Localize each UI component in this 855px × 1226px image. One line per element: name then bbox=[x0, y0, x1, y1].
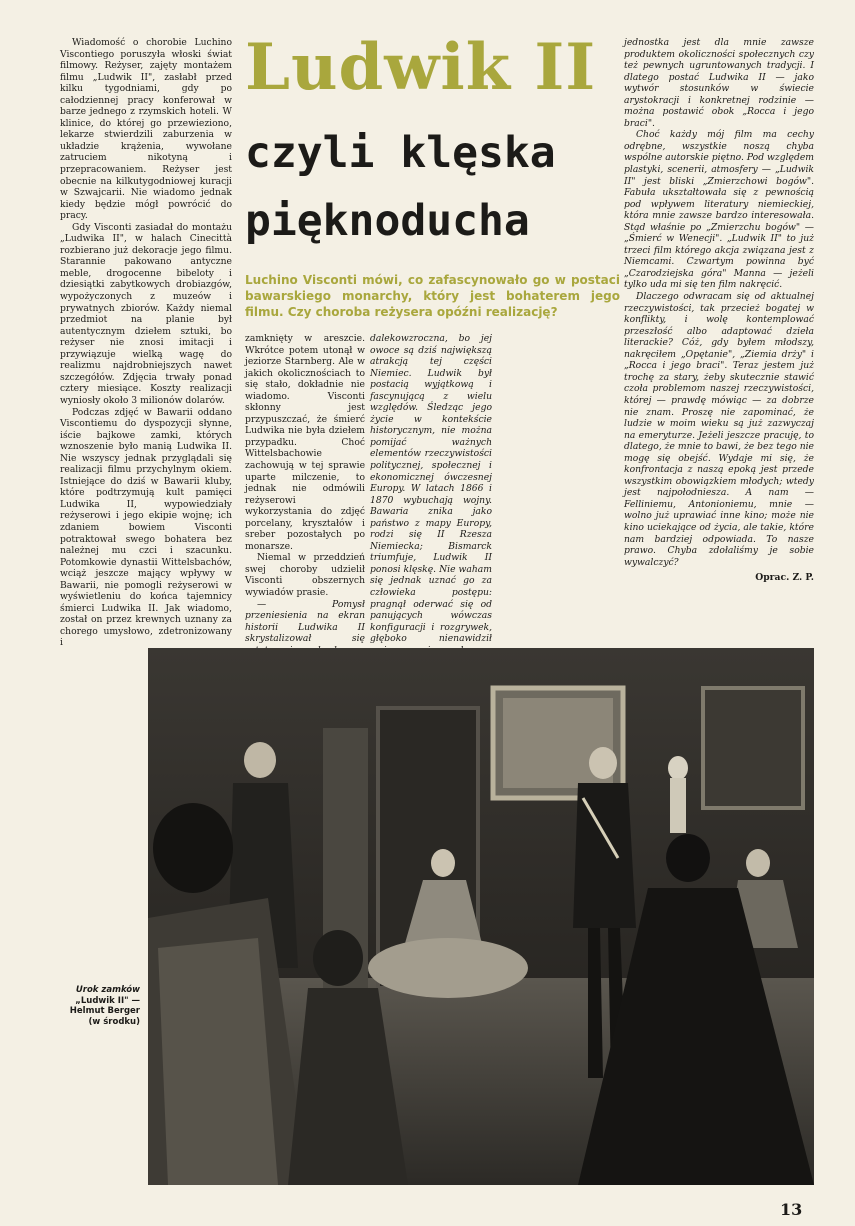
headline-line2: czyli klęska bbox=[245, 128, 556, 178]
paragraph: — Pomysł przeniesienia na ekran historii Ludwika II skrystalizował się bbox=[245, 598, 365, 645]
film-still-image bbox=[148, 648, 814, 1185]
paragraph: dalekowzroczna, bo jej owoce są dziś największą atrakcją tej części Niemiec. Ludwik był postacią wyjątkową i fascynującą z wielu względów. Śledząc jego życie w kontekście historycznym, nie można pomijać ważnych elementów rzeczywistości politycznej, społecznej i ekonomicznej ówczesnej Europy. W latach 1866 i 1870 wybuchają wojny. Bawaria znika jako państwo z mapy Europy, rodzi się II Rzesza Niemiecka; Bismarck triumfuje, Ludwik II ponosi klęskę. Nie waham się jednak uznać go za człowieka postępu: pragnął oderwać się od panujących wówczas konfiguracji i rozgrywek, głęboko nienawidził bbox=[370, 333, 492, 645]
photo-caption bbox=[40, 985, 140, 1027]
paragraph: Podczas zdjęć w Bawarii oddano Viscontiemu do dyspozycji słynne, iście bajkowe zamki, których wznoszenie było manią Ludwika II. Nie wszyscy jednak przyglądali się realizacji filmu przychylnym okiem. Istniejące do dziś w Bawarii kluby, które podtrzymują kult pamięci Ludwika II, wypowiedziały reżyserowi i jego ekipie wojnę; ich zdaniem bowiem Visconti potraktował swego bohatera bez należnej mu czci i szacunku. Potomkowie dynastii Wittelsbachów, wciąż jeszcze mający wpływy w Bawarii, nie pomogli reżyserowi w wyświetleniu do końca tajemnicy śmierci Ludwika II. Jak wiadomo, został on przez krewnych uznany za chorego umysłowo, zdetronizowany i bbox=[60, 406, 232, 649]
caption-line: (w środku) bbox=[88, 1016, 140, 1027]
headline-line3: pięknoducha bbox=[245, 196, 530, 246]
caption-line: „Ludwik II" — bbox=[75, 995, 140, 1006]
paragraph: Choć każdy mój film ma cechy odrębne, wszystkie noszą chyba wspólne autorskie piętno. Pod względem plastyki, scenerii, atmosfery — „Ludwik II" jest bliski „Zmierzchowi bogów". Fabuła ukształtowała się z pewnością pod wpływem literatury niemieckiej, która mnie zawsze bardzo interesowała. Stąd właśnie po „Zmierzchu bogów" — „Śmierć w Wenecji". „Ludwik II" to już trzeci film którego akcja związana jest z Niemcami. Czwartym powinna być „Czarodziejska góra" Manna — jeżeli tylko uda mi się ten film nakręcić. bbox=[624, 129, 815, 291]
paragraph: Gdy Visconti zasiadał do montażu „Ludwika II", w halach Cinecittà rozbierano już dekoracje jego filmu. Starannie pakowano antyczne meble, drogocenne bibeloty i dziesiątki zabytkowych drobiazgów, wypożyczonych z muzeów i prywatnych zbiorów. Każdy niemal przedmiot na planie był autentycznym dziełem sztuki, bo reżyser nie znosi imitacji i przywiązuje wielką wagę do realizmu najdrobniejszych nawet szczegółów. Zdjęcia trwały ponad cztery miesiące. Koszty realizacji wyniosły około 3 milionów dolarów. bbox=[60, 221, 232, 406]
headline-line1: Ludwik II bbox=[245, 30, 597, 105]
caption-line: Helmut Berger bbox=[69, 1006, 140, 1016]
paragraph: zamknięty w areszcie. Wkrótce potem utonął w jeziorze Starnberg. Ale w jakich okolicznościach to się stało, dokładnie nie wiadomo. Visconti skłonny jest przypuszczać, że śmierć Ludwika nie była dziełem przypadku. Choć Wittelsbachowie zachowują w tej sprawie uparte milczenie, to jednak nie odmówili reżyserowi wykorzystania do zdjęć porcelany, kryształów i sreber pozostałych po monarsze. bbox=[245, 333, 365, 552]
lead-paragraph: Luchino Visconti mówi, co zafascynowało go w postaci bawarskiego monarchy, który jest bohaterem jego filmu. Czy choroba reżysera opóźni realizację? bbox=[245, 273, 620, 319]
paragraph: Niemal w przeddzień swej choroby udzielił Visconti obszernych wywiadów prasie. bbox=[245, 552, 365, 599]
caption-title: Urok zamków bbox=[75, 985, 140, 995]
paragraph: Wiadomość o chorobie Luchino Viscontiego poruszyła włoski świat filmowy. Reżyser, zajęty montażem filmu „Ludwik II", zasłabł przed kilku tygodniami, gdy po całodziennej pracy konferował w barze jednego z rzymskich hoteli. W klinice, do której go przewieziono, lekarze stwierdzili zaburzenia w układzie krążenia, wywołane zatruciem nikotyną i przepracowaniem. Reżyser jest obecnie na kilkutygodniowej kuracji w Szwajcarii. Nie wiadomo jednak kiedy będzie mógł powrócić do pracy. bbox=[60, 37, 232, 222]
author-credit: Oprac. Z. P. bbox=[755, 572, 814, 584]
film-still-photo bbox=[148, 648, 814, 1185]
article-column-1 bbox=[60, 37, 232, 649]
page-number: 13 bbox=[780, 1200, 803, 1219]
paragraph: jednostka jest dla mnie zawsze produktem okoliczności społecznych czy też pewnych ugruntowanych tradycji. I dlatego postać Ludwika II — jako wytwór stosunków w świecie arystokracji i konkretnej rodzinie — można postawić obok „Rocca i jego braci". bbox=[624, 37, 814, 129]
article-column-4 bbox=[624, 37, 814, 584]
paragraph: Dlaczego odwracam się od aktualnej rzeczywistości, tak przecież bogatej w konflikty, i wolę kontemplować przeszłość albo adaptować dzieła literackie? Cóż, gdy byłem młodszy, nakręciłem „Opętanie", „Ziemia drży" i „Rocca i jego braci". Teraz jestem już trochę za stary, żeby skutecznie stawić czoła problemom naszej rzeczywistości, której — prawdę mówiąc — za dobrze nie znam. Proszę nie zapominać, że ludzie w moim wieku są już zazwyczaj na emeryturze. Jeżeli jeszcze pracuję, to dlatego, że mnie to bawi, że bez tego nie mogę się obejść. Wydaje mi się, że konfrontacja z naszą epoką jest przede wszystkim obowiązkiem młodych; wtedy jest najpołodniesza. A nam — Felliniemu, Antonioniemu, mnie — wolno już uprawiać inne kino; może nie kino uciekające od życia, ale takie, które nam bardziej odpowiada. To nasze prawo. Chyba zdołaliśmy je sobie wywalczyć? bbox=[624, 291, 814, 568]
